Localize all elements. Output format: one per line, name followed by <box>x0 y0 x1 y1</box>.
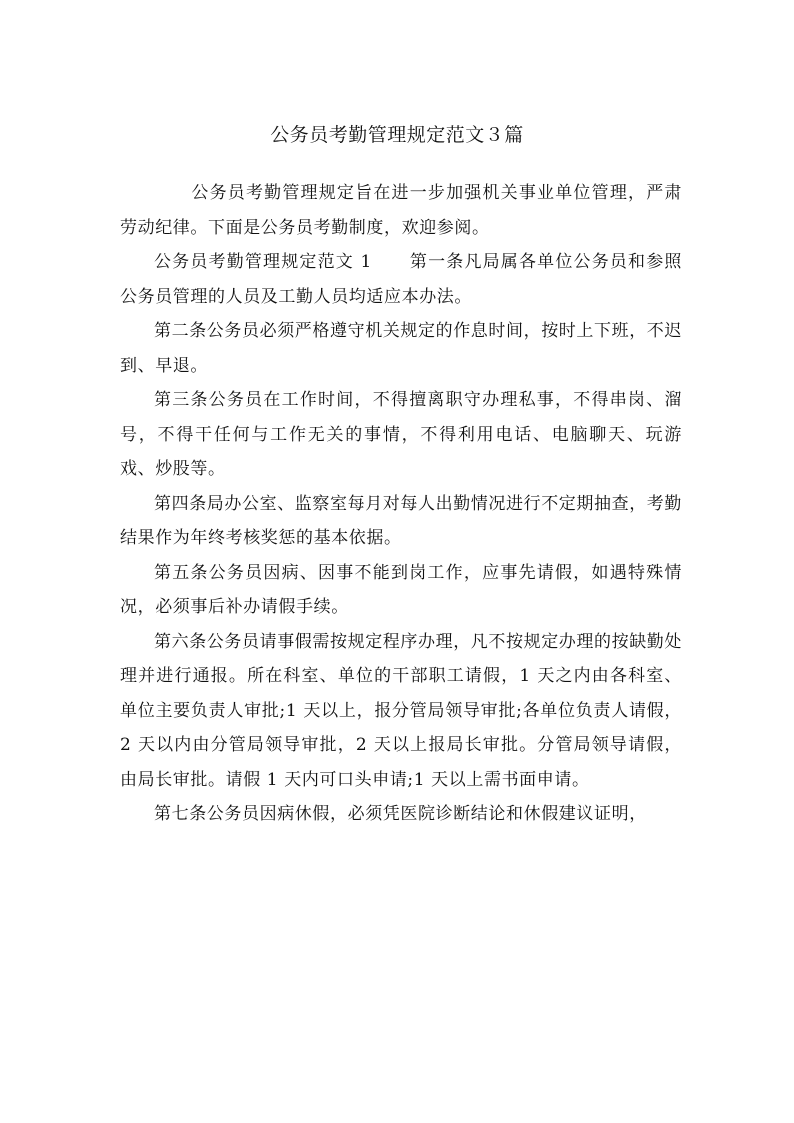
document-title: 公务员考勤管理规定范文３篇 <box>270 124 524 146</box>
article-4-paragraph: 第四条局办公室、监察室每月对每人出勤情况进行不定期抽查，考勤结果作为年终考核奖惩的基本依据。 <box>120 493 682 548</box>
article-6-paragraph: 第六条公务员请事假需按规定程序办理，凡不按规定办理的按缺勤处理并进行通报。所在科室、单位的干部职工请假，1 天之内由各科室、单位主要负责人审批;1 天以上，报分管局领导审批;各单位负责人请假，2 天以内由分管局领导审批，2 天以上报局长审批。分管局领导请假，由局长审批。请假 1 天内可口头申请;1 天以上需书面申请。 <box>120 631 682 790</box>
article-2-paragraph: 第二条公务员必须严格遵守机关规定的作息时间，按时上下班，不迟到、早退。 <box>120 321 682 376</box>
intro-paragraph: 公务员考勤管理规定旨在进一步加强机关事业单位管理，严肃劳动纪律。下面是公务员考勤制度，欢迎参阅。 <box>120 183 682 238</box>
section-1-paragraph <box>120 245 682 314</box>
article-5-paragraph: 第五条公务员因病、因事不能到岗工作，应事先请假，如遇特殊情况，必须事后补办请假手续。 <box>120 562 682 617</box>
document-body <box>120 176 682 832</box>
article-7-paragraph: 第七条公务员因病休假，必须凭医院诊断结论和休假建议证明， <box>154 804 647 824</box>
article-3-paragraph: 第三条公务员在工作时间，不得擅离职守办理私事，不得串岗、溜号，不得干任何与工作无关的事情，不得利用电话、电脑聊天、玩游戏、炒股等。 <box>120 390 682 479</box>
section-heading: 公务员考勤管理规定范文 1 <box>154 252 372 272</box>
article-1-text: 第一条凡局属各单位公务员和参照公务员管理的人员及工勤人员均适应本办法。 <box>120 252 682 307</box>
